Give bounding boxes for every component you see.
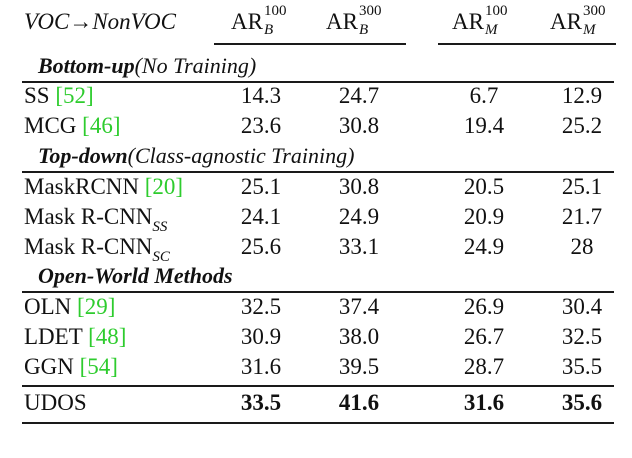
table-cell: 23.6 [240, 113, 282, 138]
row-label [24, 324, 126, 350]
table-cell-best: 33.5 [240, 390, 282, 415]
method-name: GGN [24, 354, 80, 379]
method-name: Mask R-CNN [24, 204, 153, 229]
method-name: MCG [24, 113, 83, 138]
section-title-open-world [38, 263, 233, 289]
row-label [24, 174, 183, 200]
table-cell: 12.9 [561, 83, 603, 108]
citation-link[interactable]: [52] [55, 83, 94, 108]
table-cell: 26.9 [463, 294, 505, 319]
row-label [24, 354, 118, 380]
citation-link[interactable]: [29] [77, 294, 116, 319]
method-name: SS [24, 83, 56, 108]
table-cell: 37.4 [338, 294, 380, 319]
section-title-top-down [38, 143, 354, 169]
col-header-sub: B [358, 22, 369, 38]
col-header-sup: 100 [263, 3, 287, 19]
table-cell: 30.8 [338, 174, 380, 199]
method-subscript: SC [152, 249, 170, 265]
col-header-base: AR [452, 9, 484, 34]
table-cell: 6.7 [469, 83, 499, 108]
table-cell: 30.8 [338, 113, 380, 138]
method-name: LDET [24, 324, 89, 349]
section-title-bold: Bottom-up [38, 53, 135, 78]
section-title-bold: Open-World Methods [38, 263, 233, 288]
table-cell: 39.5 [338, 354, 380, 379]
col-header-sub: M [484, 22, 498, 38]
col-header-ar100-b [231, 3, 297, 38]
method-name: OLN [24, 294, 78, 319]
col-header-base: AR [326, 9, 358, 34]
table-cell: 28.7 [463, 354, 505, 379]
table-bottom-rule [22, 422, 614, 424]
col-header-base: AR [231, 9, 263, 34]
section-rule [22, 291, 614, 293]
citation-link[interactable]: [20] [144, 174, 184, 199]
col-header-sup: 100 [484, 3, 508, 19]
table-cell-best: 35.6 [561, 390, 603, 415]
col-header-ar100-m [452, 3, 518, 38]
table-cell: 21.7 [561, 204, 603, 229]
row-label [24, 234, 170, 263]
header-rule-box [214, 43, 406, 45]
col-header-sub: M [582, 22, 596, 38]
table-cell: 26.7 [463, 324, 505, 349]
method-subscript: SS [152, 219, 168, 235]
table-cell-best: 41.6 [338, 390, 380, 415]
section-rule [22, 171, 614, 173]
row-label [24, 294, 115, 320]
table-cell: 30.4 [561, 294, 603, 319]
row-label [24, 83, 94, 109]
table-cell: 24.9 [463, 234, 505, 259]
col-header-ar300-m [550, 3, 616, 38]
table-cell: 32.5 [561, 324, 603, 349]
table-cell: 32.5 [240, 294, 282, 319]
table-cell: 25.1 [240, 174, 282, 199]
table-cell: 28 [570, 234, 594, 259]
citation-link[interactable]: [48] [88, 324, 127, 349]
method-name: Mask R-CNN [24, 234, 153, 259]
row-label [24, 113, 120, 139]
citation-link[interactable]: [54] [79, 354, 118, 379]
header-corner-label: VOC→NonVOC [24, 9, 176, 34]
table-cell-best: 31.6 [463, 390, 505, 415]
row-label-udos: UDOS [24, 390, 87, 415]
table-cell: 24.1 [240, 204, 282, 229]
method-name: MaskRCNN [24, 174, 145, 199]
section-title-rest: (No Training) [134, 53, 257, 78]
section-title-rest: (Class-agnostic Training) [127, 143, 355, 168]
table-cell: 38.0 [338, 324, 380, 349]
table-cell: 25.6 [240, 234, 282, 259]
row-label [24, 204, 167, 233]
final-rule-top [22, 385, 614, 387]
table-cell: 20.9 [463, 204, 505, 229]
table-cell: 25.1 [561, 174, 603, 199]
col-header-ar300-b [326, 3, 392, 38]
col-header-base: AR [550, 9, 582, 34]
section-title-bottom-up [38, 53, 256, 79]
table-cell: 31.6 [240, 354, 282, 379]
table-cell: 25.2 [561, 113, 603, 138]
table-cell: 24.9 [338, 204, 380, 229]
col-header-sub: B [263, 22, 274, 38]
table-cell: 33.1 [338, 234, 380, 259]
section-title-bold: Top-down [38, 143, 128, 168]
table-cell: 14.3 [240, 83, 282, 108]
table-cell: 19.4 [463, 113, 505, 138]
col-header-sup: 300 [582, 3, 606, 19]
table-cell: 30.9 [240, 324, 282, 349]
header-rule-mask [438, 43, 616, 45]
table-cell: 24.7 [338, 83, 380, 108]
table-cell: 20.5 [463, 174, 505, 199]
table-cell: 35.5 [561, 354, 603, 379]
citation-link[interactable]: [46] [82, 113, 121, 138]
col-header-sup: 300 [358, 3, 382, 19]
